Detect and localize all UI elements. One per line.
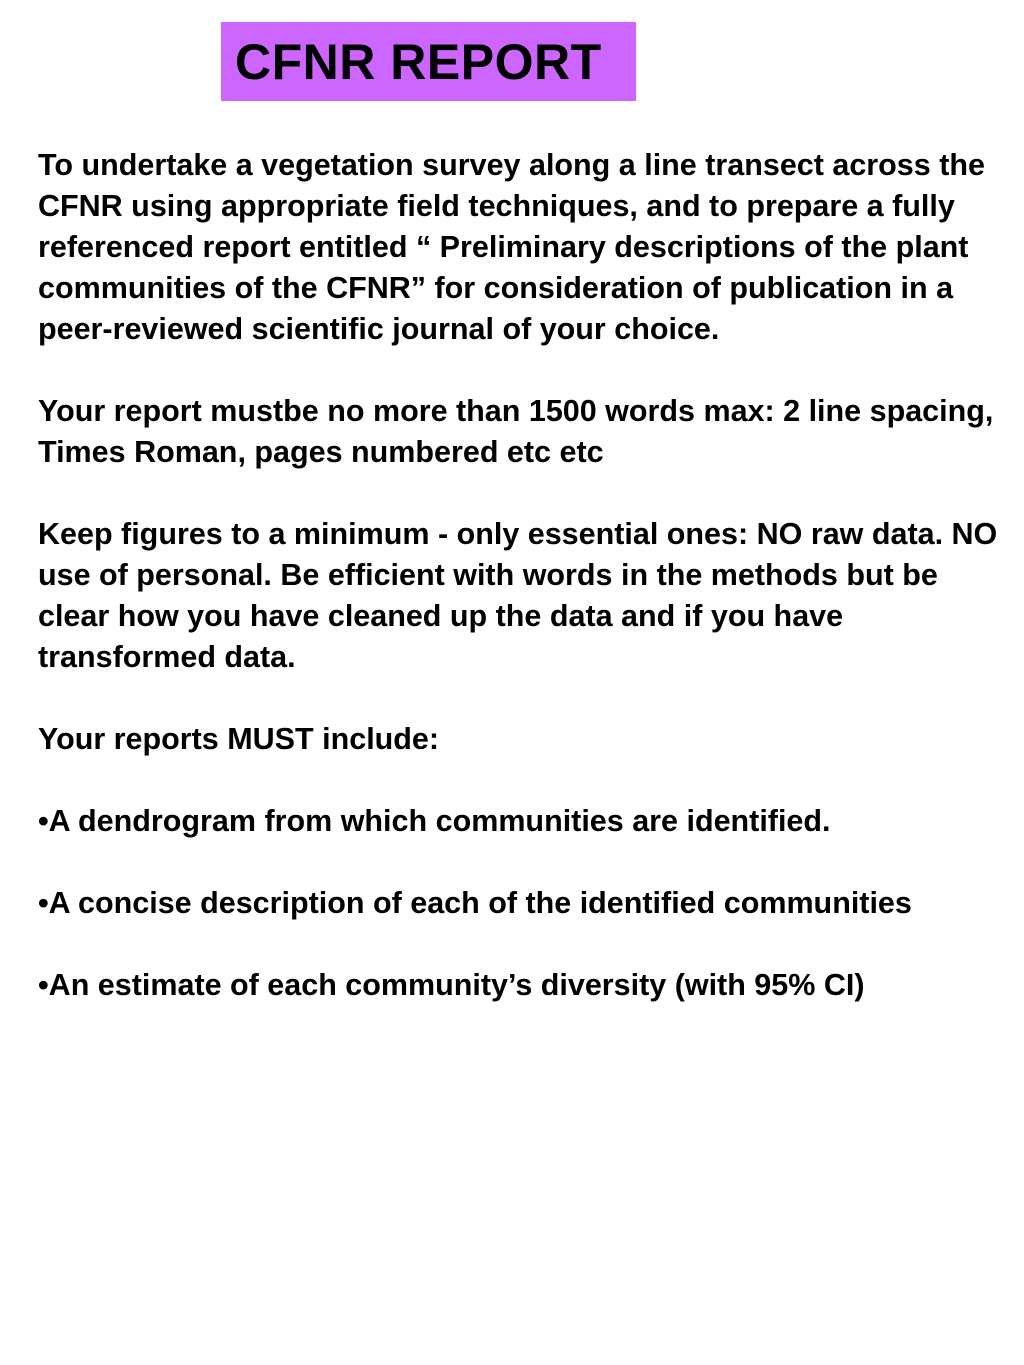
paragraph-task: To undertake a vegetation survey along a line transect across the CFNR using appropriate field techniques, and to prepare a fully referenced report entitled “ Preliminary descriptions of the plant communities of the CFNR” for consideration of publication in a peer-reviewed scientific journal of your choice.	[38, 148, 985, 346]
page-title: CFNR REPORT	[235, 33, 602, 90]
bullet-description: •A concise description of each of the identified communities	[38, 886, 912, 920]
paragraph-requirements-intro: Your reports MUST include:	[38, 722, 440, 756]
bullet-diversity: •An estimate of each community’s diversity (with 95% CI)	[38, 968, 865, 1002]
paragraph-figures: Keep figures to a minimum - only essential ones: NO raw data. NO use of personal. Be efficient with words in the methods but be clear how you have cleaned up the data and if you have transformed data.	[38, 517, 998, 674]
paragraph-format: Your report mustbe no more than 1500 words max: 2 line spacing, Times Roman, pages numbered etc etc	[38, 394, 994, 469]
title-banner	[221, 22, 636, 101]
report-body	[38, 145, 1013, 1006]
bullet-dendrogram: •A dendrogram from which communities are identified.	[38, 804, 831, 838]
